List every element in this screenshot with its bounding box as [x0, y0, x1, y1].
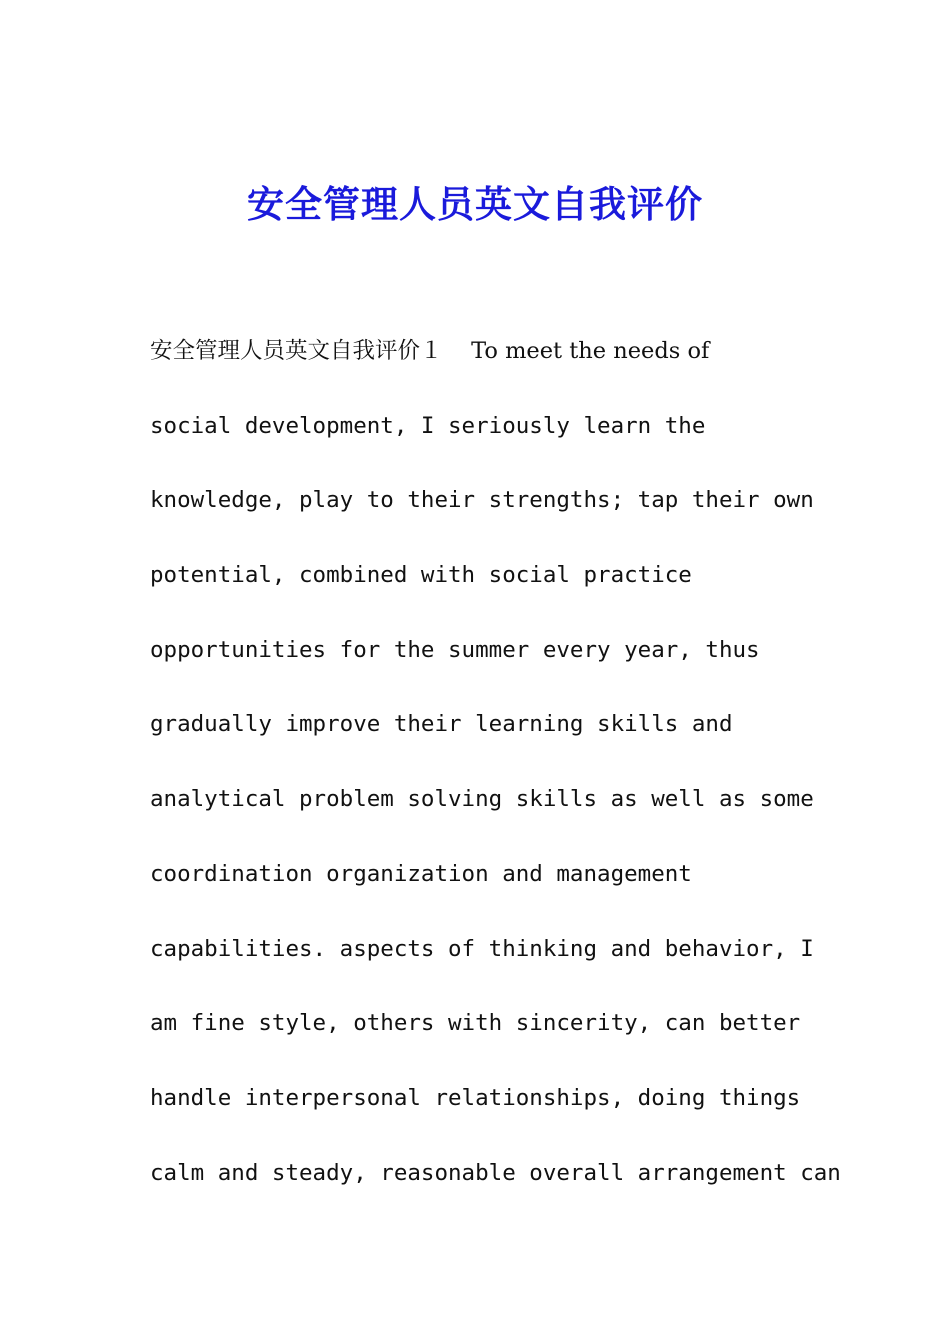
document-title: 安全管理人员英文自我评价 — [247, 182, 703, 226]
body-line: coordination organization and management — [150, 860, 692, 887]
body-line: social development, I seriously learn the — [150, 412, 706, 439]
body-line: gradually improve their learning skills and — [150, 711, 733, 738]
body-line: knowledge, play to their strengths; tap their own — [150, 487, 814, 514]
document-body — [150, 325, 841, 1221]
body-line: potential, combined with social practice — [150, 562, 692, 589]
body-line: calm and steady, reasonable overall arrangement can — [150, 1159, 841, 1186]
body-line: 安全管理人员英文自我评价１ To meet the needs of — [150, 338, 710, 364]
body-line: capabilities. aspects of thinking and behavior, I — [150, 935, 814, 962]
body-line: handle interpersonal relationships, doing things — [150, 1084, 801, 1111]
body-line: am fine style, others with sincerity, can better — [150, 1010, 801, 1037]
body-line: analytical problem solving skills as well as some — [150, 786, 814, 813]
body-line: opportunities for the summer every year, thus — [150, 636, 760, 663]
